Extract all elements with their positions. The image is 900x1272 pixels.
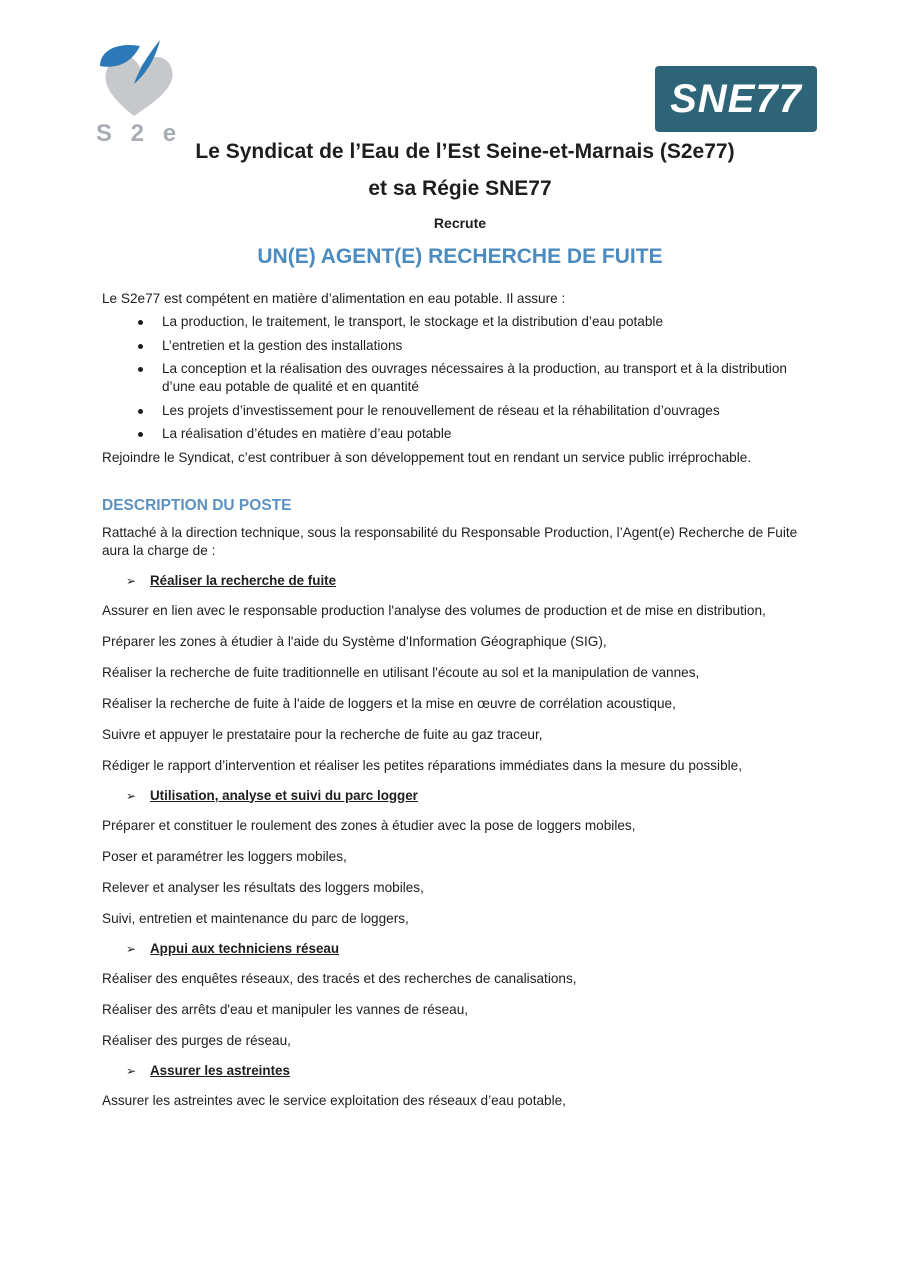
description-heading: DESCRIPTION DU POSTE [102, 496, 292, 514]
task-line: Réaliser des arrêts d'eau et manipuler les vannes de réseau, [102, 1001, 469, 1017]
sne77-logo-text: SNE77 [670, 76, 802, 121]
task-line: Assurer les astreintes avec le service exploitation des réseaux d’eau potable, [102, 1092, 566, 1108]
arrow-bullet-icon: ➢ [126, 1063, 137, 1078]
task-line: Préparer les zones à étudier à l'aide du Système d'Information Géographique (SIG), [102, 633, 607, 649]
task-line: Préparer et constituer le roulement des zones à étudier avec la pose de loggers mobiles, [102, 817, 636, 833]
subsection-title: Appui aux techniciens réseau [150, 940, 340, 956]
job-title: UN(E) AGENT(E) RECHERCHE DE FUITE [257, 245, 663, 268]
arrow-bullet-icon: ➢ [126, 941, 137, 956]
bullet-icon [138, 409, 143, 414]
list-item: L’entretien et la gestion des installations [138, 337, 822, 355]
header-title-line2: et sa Régie SNE77 [368, 177, 552, 200]
list-item: La production, le traitement, le transport, le stockage et la distribution d’eau potable [138, 313, 822, 331]
subsection-heading [126, 940, 822, 958]
header-title-line1: Le Syndicat de l’Eau de l’Est Seine-et-Marnais (S2e77) [195, 140, 735, 163]
s2e-logo [96, 38, 186, 146]
task-line: Réaliser la recherche de fuite traditionnelle en utilisant l'écoute au sol et la manipulation de vannes, [102, 664, 700, 680]
intro-closing: Rejoindre le Syndicat, c’est contribuer à son développement tout en rendant un service public irréprochable. [102, 449, 752, 465]
sne77-logo [655, 66, 817, 132]
task-line: Suivre et appuyer le prestataire pour la recherche de fuite au gaz traceur, [102, 726, 543, 742]
subsection-title: Utilisation, analyse et suivi du parc logger [150, 787, 418, 803]
subsection-heading [126, 787, 822, 805]
arrow-bullet-icon: ➢ [126, 788, 137, 803]
recrute-label: Recrute [433, 215, 487, 231]
list-item: La réalisation d’études en matière d’eau potable [138, 425, 822, 443]
task-line: Relever et analyser les résultats des loggers mobiles, [102, 879, 424, 895]
intro-lead: Le S2e77 est compétent en matière d’alimentation en eau potable. Il assure : [102, 291, 566, 306]
bullet-icon [138, 432, 143, 437]
task-line: Assurer en lien avec le responsable production l'analyse des volumes de production et de mise en distribution, [102, 602, 766, 618]
task-line: Réaliser des purges de réseau, [102, 1032, 291, 1048]
task-line: Réaliser des enquêtes réseaux, des tracés et des recherches de canalisations, [102, 970, 577, 986]
bullet-icon [138, 367, 143, 372]
intro-bullet-list [102, 313, 822, 443]
document-body [102, 290, 822, 1110]
bullet-icon [138, 344, 143, 349]
s2e-logo-mark [96, 38, 186, 118]
task-line: Poser et paramétrer les loggers mobiles, [102, 848, 347, 864]
task-line: Réaliser la recherche de fuite à l'aide de loggers et la mise en œuvre de corrélation acoustique, [102, 695, 676, 711]
list-item: Les projets d’investissement pour le renouvellement de réseau et la réhabilitation d’ouvrages [138, 402, 822, 420]
subsection-heading [126, 1062, 822, 1080]
list-item: La conception et la réalisation des ouvrages nécessaires à la production, au transport et à la distribution d’une eau potable de qualité et en quantité [138, 360, 822, 396]
subsection-title: Assurer les astreintes [150, 1062, 290, 1078]
subsection-title: Réaliser la recherche de fuite [150, 572, 337, 588]
arrow-bullet-icon: ➢ [126, 573, 137, 588]
description-intro: Rattaché à la direction technique, sous la responsabilité du Responsable Production, l’Agent(e) Recherche de Fuite aura la charge de : [102, 524, 798, 558]
task-line: Rédiger le rapport d’intervention et réaliser les petites réparations immédiates dans la mesure du possible, [102, 757, 742, 773]
s2e-logo-text: S 2 e [96, 120, 183, 147]
subsection-heading [126, 572, 822, 590]
task-line: Suivi, entretien et maintenance du parc de loggers, [102, 910, 409, 926]
bullet-icon [138, 320, 143, 325]
